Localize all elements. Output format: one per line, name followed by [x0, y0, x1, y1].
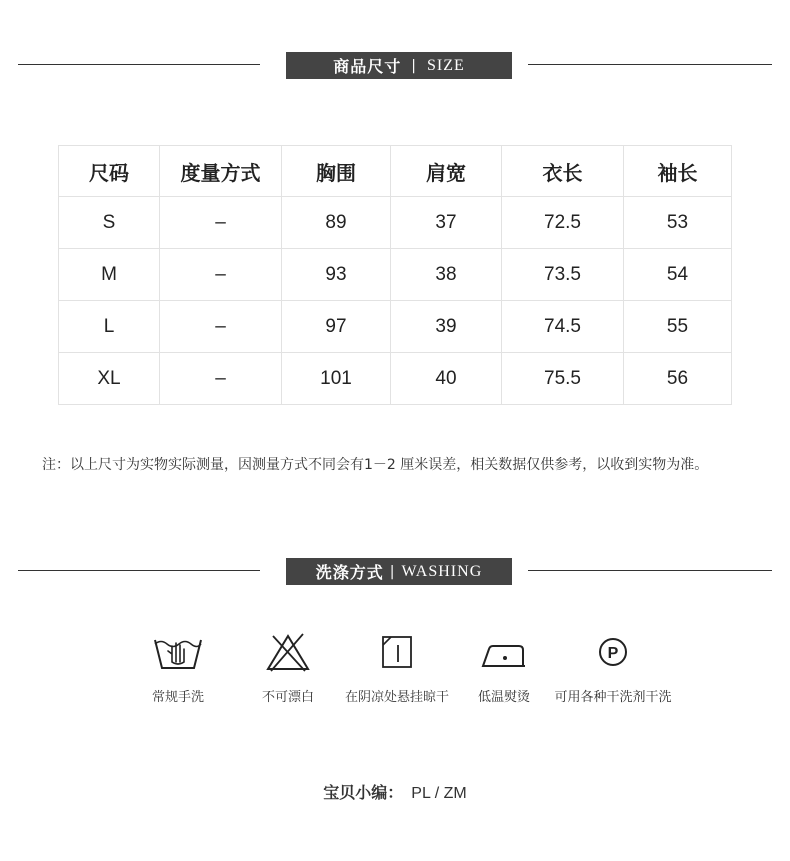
- size-table: [58, 145, 732, 405]
- care-label: 可用各种干洗剂干洗: [554, 690, 672, 705]
- care-label: 不可漂白: [261, 690, 314, 705]
- col-header-method: 度量方式: [160, 146, 282, 197]
- title-separator: |: [411, 57, 417, 74]
- care-label: 在阴凉处悬挂晾干: [344, 690, 449, 705]
- size-title-cn: 商品尺寸: [333, 57, 402, 76]
- care-item-dry-clean: [543, 632, 683, 705]
- cell-size: S: [59, 197, 160, 249]
- shade-dry-icon: [379, 632, 415, 672]
- cell-size: L: [59, 301, 160, 353]
- table-row: [59, 353, 732, 405]
- col-header-length: 衣长: [502, 146, 624, 197]
- no-bleach-icon: [265, 632, 311, 672]
- header-rule-left: [18, 64, 260, 65]
- editor-value: PL / ZM: [411, 785, 467, 802]
- washing-title-en: WASHING: [401, 562, 483, 580]
- header-rule-right: [528, 64, 772, 65]
- care-label: 常规手洗: [151, 690, 204, 705]
- care-label: 低温熨烫: [477, 690, 530, 705]
- size-title-en: SIZE: [426, 56, 465, 74]
- col-header-chest: 胸围: [282, 146, 391, 197]
- title-separator: |: [389, 563, 396, 580]
- size-table-header-row: [59, 146, 732, 197]
- cell-length: 72.5: [502, 197, 624, 249]
- header-rule-right: [528, 570, 772, 571]
- cell-shoulder: 39: [391, 301, 502, 353]
- measurement-note: 注：以上尺寸为实物实际测量，因测量方式不同会有1－2 厘米误差，相关数据仅供参考，以收到实物为准。: [42, 457, 709, 473]
- col-header-size: 尺码: [59, 146, 160, 197]
- hand-wash-icon: [152, 632, 204, 672]
- cell-shoulder: 40: [391, 353, 502, 405]
- dry-clean-glyph: P: [607, 645, 619, 662]
- size-section-header: [0, 52, 790, 80]
- size-section-banner: [286, 52, 512, 79]
- cell-method: –: [160, 353, 282, 405]
- editor-credit: [0, 780, 790, 803]
- cell-length: 74.5: [502, 301, 624, 353]
- cell-chest: 89: [282, 197, 391, 249]
- cell-shoulder: 37: [391, 197, 502, 249]
- cell-length: 73.5: [502, 249, 624, 301]
- header-rule-left: [18, 570, 260, 571]
- table-row: [59, 249, 732, 301]
- cell-sleeve: 56: [624, 353, 732, 405]
- cell-sleeve: 53: [624, 197, 732, 249]
- cell-chest: 93: [282, 249, 391, 301]
- low-iron-icon: [479, 632, 529, 672]
- cell-size: XL: [59, 353, 160, 405]
- table-row: [59, 197, 732, 249]
- table-row: [59, 301, 732, 353]
- cell-sleeve: 55: [624, 301, 732, 353]
- cell-method: –: [160, 301, 282, 353]
- cell-chest: 97: [282, 301, 391, 353]
- washing-title-cn: 洗涤方式: [315, 563, 384, 582]
- cell-size: M: [59, 249, 160, 301]
- cell-length: 75.5: [502, 353, 624, 405]
- editor-label: 宝贝小编：: [323, 783, 404, 802]
- cell-sleeve: 54: [624, 249, 732, 301]
- dry-clean-p-icon: [593, 632, 633, 672]
- col-header-sleeve: 袖长: [624, 146, 732, 197]
- cell-method: –: [160, 249, 282, 301]
- washing-section-header: [0, 558, 790, 586]
- cell-method: –: [160, 197, 282, 249]
- cell-shoulder: 38: [391, 249, 502, 301]
- washing-section-banner: [286, 558, 512, 585]
- cell-chest: 101: [282, 353, 391, 405]
- col-header-shoulder: 肩宽: [391, 146, 502, 197]
